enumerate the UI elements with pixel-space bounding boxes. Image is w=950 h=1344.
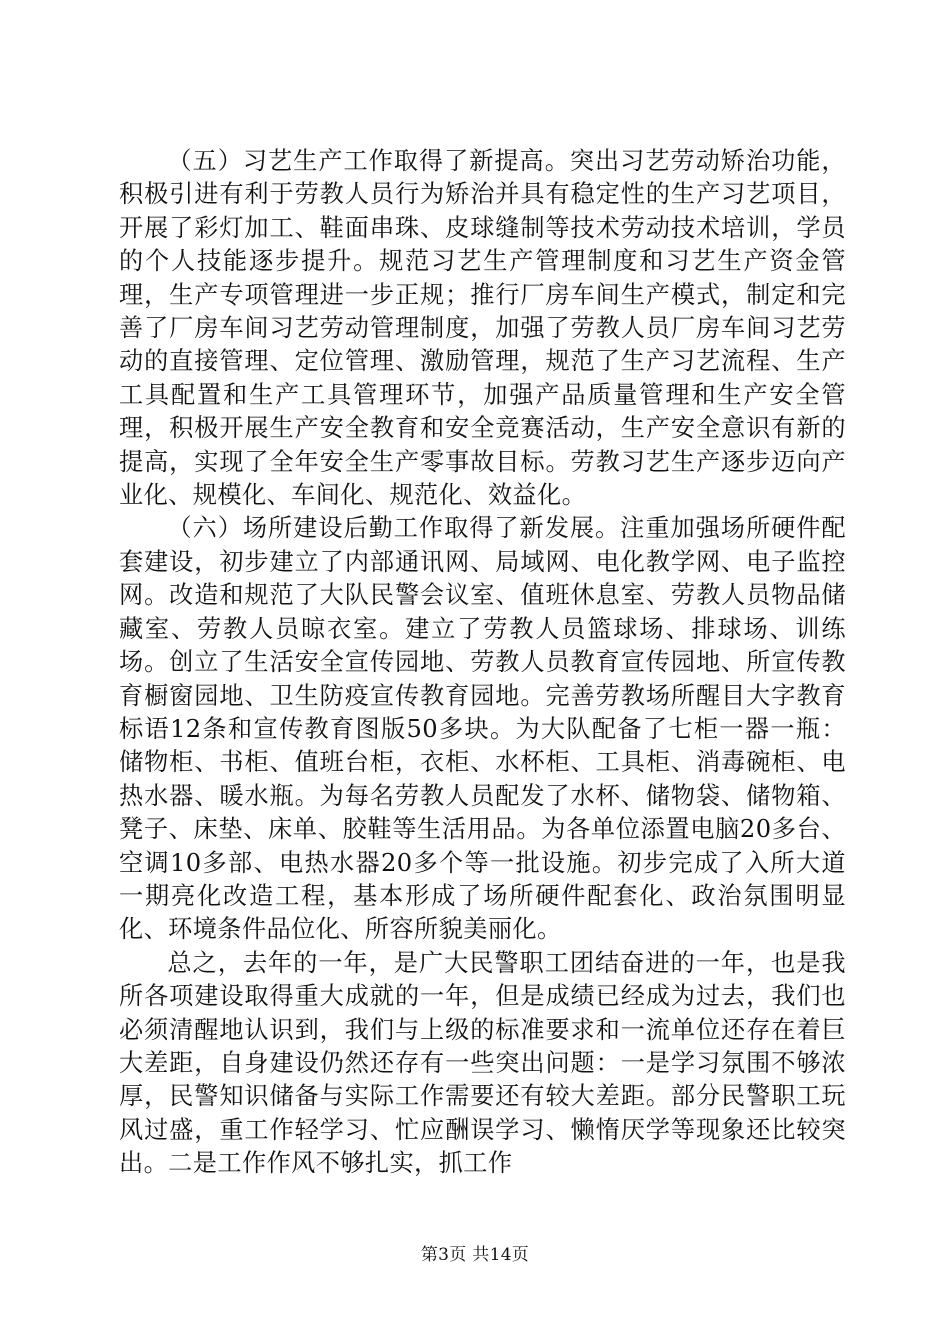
paragraph-summary: 总之，去年的一年，是广大民警职工团结奋进的一年，也是我所各项建设取得重大成就的一年，但是成绩已经成为过去，我们也必须清醒地认识到，我们与上级的标准要求和一流单位还存在着巨大差距，自身建设仍然还存有一些突出问题：一是学习氛围不够浓厚，民警知识储备与实际工作需要还有较大差距。部分民警职工玩风过盛，重工作轻学习、忙应酬误学习、懒惰厌学等现象还比较突出。二是工作作风不够扎实，抓工作 — [119, 948, 846, 1178]
paragraph-production-work: （五）习艺生产工作取得了新提高。突出习艺劳动矫治功能，积极引进有利于劳教人员行为矫治并具有稳定性的生产习艺项目，开展了彩灯加工、鞋面串珠、皮球缝制等技术劳动技术培训，学员的个人技能逐步提升。规范习艺生产管理制度和习艺生产资金管理，生产专项管理进一步正规；推行厂房车间生产模式，制定和完善了厂房车间习艺劳动管理制度，加强了劳教人员厂房车间习艺劳动的直接管理、定位管理、激励管理，规范了生产习艺流程、生产工具配置和生产工具管理环节，加强产品质量管理和生产安全管理，积极开展生产安全教育和安全竞赛活动，生产安全意识有新的提高，实现了全年安全生产零事故目标。劳教习艺生产逐步迈向产业化、规模化、车间化、规范化、效益化。 — [119, 147, 846, 510]
paragraph-facility-construction: （六）场所建设后勤工作取得了新发展。注重加强场所硬件配套建设，初步建立了内部通讯网、局域网、电化教学网、电子监控网。改造和规范了大队民警会议室、值班休息室、劳教人员物品储藏室、劳教人员晾衣室。建立了劳教人员篮球场、排球场、训练场。创立了生活安全宣传园地、劳教人员教育宣传园地、所宣传教育橱窗园地、卫生防疫宣传教育园地。完善劳教场所醒目大字教育标语12条和宣传教育图版50多块。为大队配备了七柜一器一瓶：储物柜、书柜、值班台柜，衣柜、水杯柜、工具柜、消毒碗柜、电热水器、暖水瓶。为每名劳教人员配发了水杯、储物袋、储物箱、凳子、床垫、床单、胶鞋等生活用品。为各单位添置电脑20多台、空调10多部、电热水器20多个等一批设施。初步完成了入所大道一期亮化改造工程，基本形成了场所硬件配套化、政治氛围明显化、环境条件品位化、所容所貌美丽化。 — [119, 514, 846, 944]
page-number-footer: 第3页 共14页 — [420, 1245, 530, 1265]
body-text — [119, 145, 846, 1181]
